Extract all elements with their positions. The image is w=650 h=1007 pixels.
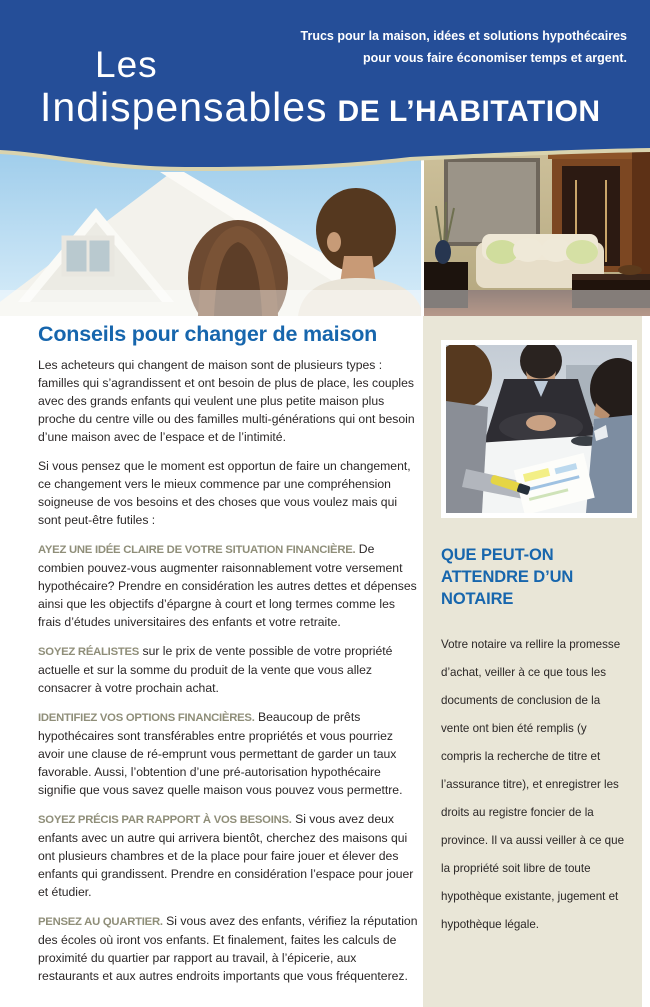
tip-paragraph (38, 708, 420, 799)
tip-text: Beaucoup de prêts hypothécaires sont transférables entre propriétés et vous pourriez avoir une clause de ré-emprunt vous permettant de garder un taux favorable. Aussi, l’obtention d’une pré-autorisation hypothécaire signifie que vous savez quelle maison vous pouvez vous permettre. (38, 710, 403, 797)
tip-lead: SOYEZ RÉALISTES (38, 646, 140, 658)
tip-paragraph (38, 810, 420, 901)
sidebar-title: QUE PEUT-ON ATTENDRE D’UN NOTAIRE (441, 546, 574, 608)
tip-text: Si vous avez deux enfants avec un autre qui arrivera bientôt, cherchez des maisons qui ont plusieurs chambres et de la place pour faire jouer et élever des enfants qui grandissent. Prendre en considération l’espace pour jouer et étudier. (38, 812, 414, 899)
header-content (0, 0, 650, 160)
photo-bottom-fade (0, 290, 650, 316)
tip-text: De combien pouvez-vous augmenter raisonnablement votre versement hypothécaire? Prendre en considération les autres dettes et dépenses ainsi que les objectifs d’épargne à court et long termes comme les frais d’études universitaires des enfants et votre retraite. (38, 542, 417, 629)
article-title: Conseils pour changer de maison (38, 322, 378, 346)
sidebar (423, 316, 642, 1007)
masthead-title-line1: Les (95, 44, 158, 85)
intro-paragraph: Les acheteurs qui changent de maison sont de plusieurs types : familles qui s’agrandissent et ont besoin de plus de place, les couples avec des grands enfants qui veulent une plus petite maison plus proche du centre ville ou des familles multi-générations qui ont besoin d’une maison avec de l’espace et de l’intimité. (38, 358, 415, 444)
tip-lead: SOYEZ PRÉCIS PAR RAPPORT À VOS BESOINS. (38, 814, 292, 826)
tip-lead: AYEZ UNE IDÉE CLAIRE DE VOTRE SITUATION FINANCIÈRE. (38, 544, 356, 556)
tip-paragraph (38, 642, 420, 697)
masthead-title-line2 (40, 84, 601, 131)
header-tagline (301, 26, 627, 70)
photo-strip (0, 150, 650, 316)
tip-text: sur le prix de vente possible de votre propriété actuelle et sur la somme du produit de la vente que vous allez consacrer à votre prochain achat. (38, 644, 393, 695)
tip-paragraph (38, 540, 420, 631)
tagline-line2: pour vous faire économiser temps et argent. (363, 50, 627, 65)
tip-lead: PENSEZ AU QUARTIER. (38, 916, 163, 928)
notary-meeting-photo (441, 340, 637, 518)
tip-paragraph (38, 912, 420, 985)
sidebar-body: Votre notaire va rellire la promesse d’achat, veiller à ce que tous les documents de conclusion de la vente ont bien été remplis (y compris la recherche de titre et l’assurance titre), et enregistrer les droits au registre foncier de la province. Il va aussi veiller à ce que la propriété soit libre de toute hypothèque existante, jugement et hypothèque légale. (441, 637, 625, 931)
article-column (38, 322, 420, 996)
masthead-title-light: Indispensables (40, 84, 328, 130)
tagline-line1: Trucs pour la maison, idées et solutions hypothécaires (300, 29, 627, 43)
tip-text: Si vous avez des enfants, vérifiez la réputation des écoles où iront vos enfants. Et finalement, faites les calculs de proximité du quartier par rapport au travail, à l’épicerie, aux restaurants et aux autres endroits importants que vous fréquenterez. (38, 914, 418, 983)
masthead-title-bold: DE L’HABITATION (337, 95, 601, 128)
tip-lead: IDENTIFIEZ VOS OPTIONS FINANCIÈRES. (38, 712, 255, 724)
intro-paragraph: Si vous pensez que le moment est opportun de faire un changement, ce changement vers le mieux commence par une compréhension soigneuse de vos besoins et des choses que vous voulez mais qui sont peut-être futiles : (38, 459, 411, 527)
